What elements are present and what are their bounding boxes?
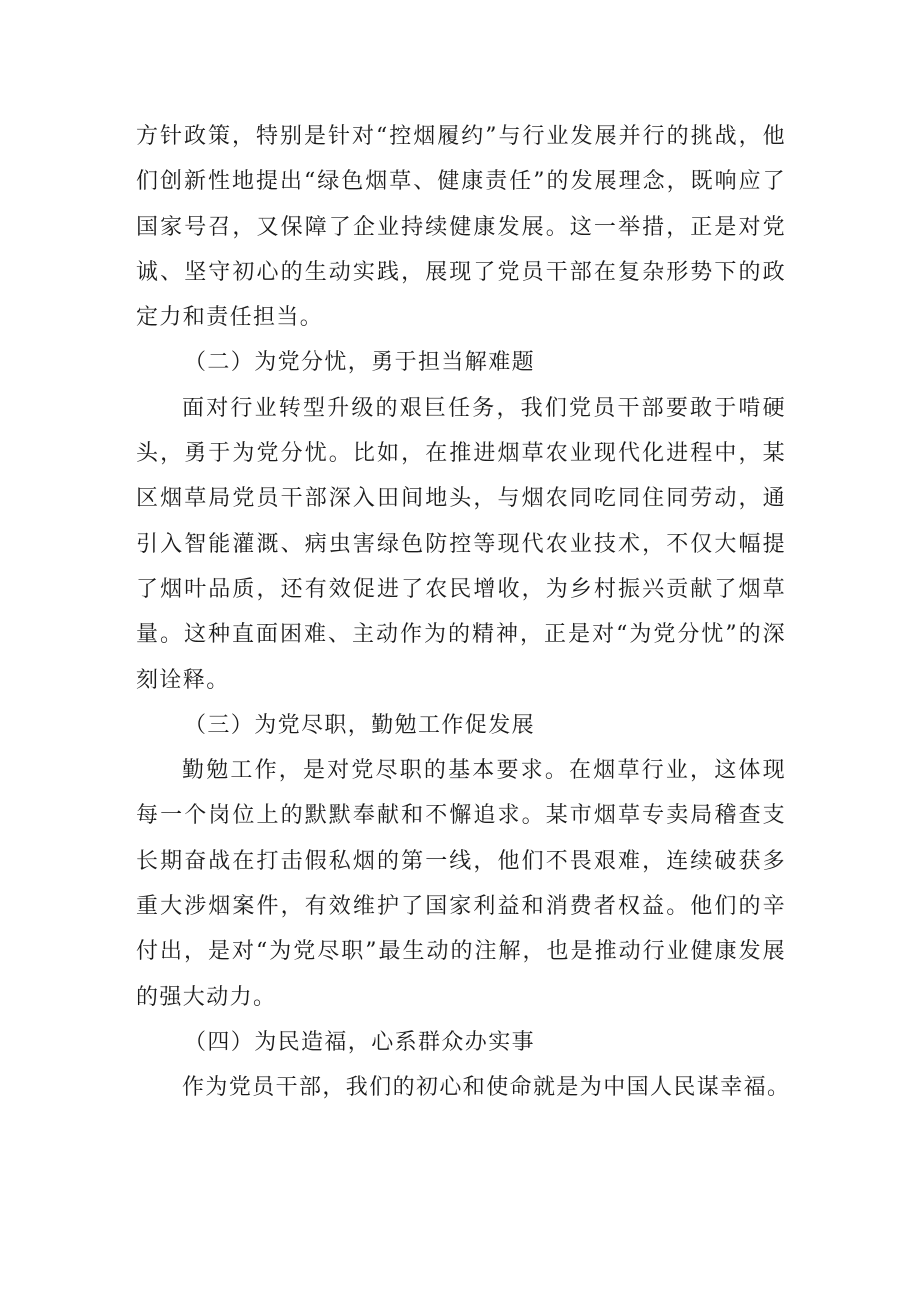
body-line: 们创新性地提出“绿色烟草、健康责任”的发展理念，既响应了 bbox=[136, 169, 786, 195]
section-heading: （三）为党尽职，勤勉工作促发展 bbox=[184, 712, 536, 738]
body-line: 重大涉烟案件，有效维护了国家利益和消费者权益。他们的辛 bbox=[136, 894, 786, 920]
body-line: 区烟草局党员干部深入田间地头，与烟农同吃同住同劳动，通 bbox=[136, 486, 786, 512]
body-line: 付出，是对“为党尽职”最生动的注解，也是推动行业健康发展 bbox=[136, 939, 786, 965]
section-heading: （四）为民造福，心系群众办实事 bbox=[184, 1029, 536, 1055]
paragraph-first-line: 面对行业转型升级的艰巨任务，我们党员干部要敢于啃硬 bbox=[182, 395, 786, 421]
body-line: 的强大动力。 bbox=[136, 984, 277, 1010]
body-line: 方针政策，特别是针对“控烟履约”与行业发展并行的挑战，他 bbox=[136, 124, 786, 149]
body-line: 长期奋战在打击假私烟的第一线，他们不畏艰难，连续破获多 bbox=[136, 848, 786, 874]
body-line: 了烟叶品质，还有效促进了农民增收，为乡村振兴贡献了烟草 bbox=[136, 576, 786, 602]
body-line: 头，勇于为党分忧。比如，在推进烟草农业现代化进程中，某 bbox=[136, 441, 786, 467]
body-line: 量。这种直面困难、主动作为的精神，正是对“为党分忧”的深 bbox=[136, 622, 786, 648]
section-heading: （二）为党分忧，勇于担当解难题 bbox=[184, 350, 536, 376]
document-body bbox=[136, 114, 791, 1111]
paragraph-first-line: 勤勉工作，是对党尽职的基本要求。在烟草行业，这体现 bbox=[182, 758, 786, 784]
body-line: 诚、坚守初心的生动实践，展现了党员干部在复杂形势下的政 bbox=[136, 259, 786, 285]
body-line: 引入智能灌溉、病虫害绿色防控等现代农业技术，不仅大幅提 bbox=[136, 531, 786, 557]
body-line: 刻诠释。 bbox=[136, 667, 230, 693]
body-line: 国家号召，又保障了企业持续健康发展。这一举措，正是对党 bbox=[136, 214, 786, 240]
paragraph-first-line: 作为党员干部，我们的初心和使命就是为中国人民谋幸福。 bbox=[182, 1075, 791, 1101]
body-line: 定力和责任担当。 bbox=[136, 305, 324, 331]
body-line: 每一个岗位上的默默奉献和不懈追求。某市烟草专卖局稽查支 bbox=[136, 803, 786, 829]
